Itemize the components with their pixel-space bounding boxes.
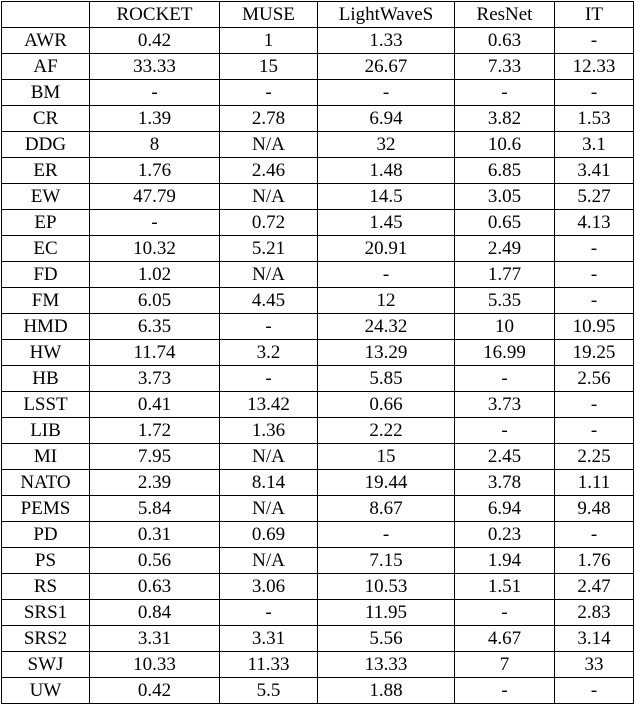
lightwaves-cell: 12 [318,288,455,314]
rocket-cell: 1.02 [90,262,220,288]
table-row [2,28,634,54]
it-cell: 2.56 [555,366,634,392]
table-row [2,470,634,496]
dataset-cell: RS [2,574,90,600]
it-cell: 9.48 [555,496,634,522]
table-row [2,184,634,210]
resnet-cell: - [455,366,555,392]
resnet-cell: - [455,80,555,106]
resnet-cell: 1.94 [455,548,555,574]
lightwaves-cell: 11.95 [318,600,455,626]
resnet-cell: 1.51 [455,574,555,600]
resnet-cell: - [455,418,555,444]
lightwaves-cell: 15 [318,444,455,470]
muse-cell: 1 [220,28,318,54]
lightwaves-cell: 2.22 [318,418,455,444]
resnet-cell: 3.78 [455,470,555,496]
it-cell: 33 [555,652,634,678]
table-row [2,262,634,288]
resnet-cell: 2.45 [455,444,555,470]
results-table [1,1,634,704]
muse-cell: 3.2 [220,340,318,366]
header-row [2,2,634,28]
lightwaves-cell: 1.88 [318,678,455,704]
rocket-cell: 1.39 [90,106,220,132]
header-lightwaves: LightWaveS [318,2,455,28]
dataset-cell: HW [2,340,90,366]
muse-cell: - [220,80,318,106]
table-row [2,210,634,236]
resnet-cell: 7.33 [455,54,555,80]
muse-cell: 13.42 [220,392,318,418]
dataset-cell: SRS1 [2,600,90,626]
rocket-cell: 2.39 [90,470,220,496]
muse-cell: 11.33 [220,652,318,678]
rocket-cell: 3.31 [90,626,220,652]
dataset-cell: PD [2,522,90,548]
rocket-cell: 7.95 [90,444,220,470]
header-resnet: ResNet [455,2,555,28]
rocket-cell: - [90,210,220,236]
lightwaves-cell: 1.33 [318,28,455,54]
table-row [2,366,634,392]
table-row [2,626,634,652]
dataset-cell: LIB [2,418,90,444]
table-row [2,288,634,314]
lightwaves-cell: 24.32 [318,314,455,340]
it-cell: - [555,522,634,548]
dataset-cell: SWJ [2,652,90,678]
rocket-cell: 0.63 [90,574,220,600]
resnet-cell: 7 [455,652,555,678]
rocket-cell: 0.84 [90,600,220,626]
it-cell: - [555,28,634,54]
rocket-cell: 11.74 [90,340,220,366]
resnet-cell: 10.6 [455,132,555,158]
rocket-cell: 3.73 [90,366,220,392]
rocket-cell: 0.41 [90,392,220,418]
it-cell: - [555,262,634,288]
lightwaves-cell: 10.53 [318,574,455,600]
resnet-cell: 1.77 [455,262,555,288]
muse-cell: N/A [220,496,318,522]
resnet-cell: 10 [455,314,555,340]
muse-cell: - [220,600,318,626]
table-row [2,314,634,340]
table-row [2,340,634,366]
muse-cell: 15 [220,54,318,80]
resnet-cell: 3.73 [455,392,555,418]
muse-cell: N/A [220,548,318,574]
header-muse: MUSE [220,2,318,28]
lightwaves-cell: 0.66 [318,392,455,418]
it-cell: - [555,80,634,106]
it-cell: - [555,236,634,262]
rocket-cell: 1.76 [90,158,220,184]
resnet-cell: 6.85 [455,158,555,184]
table-row [2,54,634,80]
muse-cell: 8.14 [220,470,318,496]
table-header [2,2,634,28]
muse-cell: 5.5 [220,678,318,704]
muse-cell: N/A [220,444,318,470]
it-cell: 5.27 [555,184,634,210]
dataset-cell: HB [2,366,90,392]
table-row [2,392,634,418]
lightwaves-cell: 19.44 [318,470,455,496]
lightwaves-cell: 32 [318,132,455,158]
muse-cell: 3.31 [220,626,318,652]
lightwaves-cell: - [318,522,455,548]
dataset-cell: PS [2,548,90,574]
rocket-cell: 1.72 [90,418,220,444]
it-cell: - [555,392,634,418]
table-row [2,678,634,704]
table-row [2,418,634,444]
table-row [2,80,634,106]
dataset-cell: EW [2,184,90,210]
dataset-cell: AWR [2,28,90,54]
resnet-cell: - [455,600,555,626]
dataset-cell: EC [2,236,90,262]
lightwaves-cell: 14.5 [318,184,455,210]
muse-cell: 2.46 [220,158,318,184]
resnet-cell: 0.63 [455,28,555,54]
table-row [2,548,634,574]
muse-cell: 0.72 [220,210,318,236]
lightwaves-cell: 7.15 [318,548,455,574]
rocket-cell: - [90,80,220,106]
rocket-cell: 47.79 [90,184,220,210]
lightwaves-cell: 8.67 [318,496,455,522]
table-row [2,574,634,600]
dataset-cell: AF [2,54,90,80]
lightwaves-cell: 1.45 [318,210,455,236]
rocket-cell: 10.32 [90,236,220,262]
lightwaves-cell: 26.67 [318,54,455,80]
it-cell: 3.1 [555,132,634,158]
resnet-cell: 0.23 [455,522,555,548]
resnet-cell: 5.35 [455,288,555,314]
it-cell: - [555,678,634,704]
rocket-cell: 0.42 [90,28,220,54]
rocket-cell: 0.42 [90,678,220,704]
dataset-cell: NATO [2,470,90,496]
dataset-cell: PEMS [2,496,90,522]
table-row [2,600,634,626]
resnet-cell: 6.94 [455,496,555,522]
rocket-cell: 6.05 [90,288,220,314]
it-cell: 3.41 [555,158,634,184]
table-row [2,106,634,132]
muse-cell: 3.06 [220,574,318,600]
muse-cell: - [220,314,318,340]
lightwaves-cell: 5.56 [318,626,455,652]
it-cell: 2.25 [555,444,634,470]
muse-cell: 2.78 [220,106,318,132]
lightwaves-cell: 6.94 [318,106,455,132]
muse-cell: 1.36 [220,418,318,444]
rocket-cell: 0.31 [90,522,220,548]
muse-cell: 0.69 [220,522,318,548]
it-cell: 10.95 [555,314,634,340]
lightwaves-cell: 13.33 [318,652,455,678]
table-row [2,236,634,262]
lightwaves-cell: 5.85 [318,366,455,392]
dataset-cell: ER [2,158,90,184]
resnet-cell: - [455,678,555,704]
muse-cell: - [220,366,318,392]
it-cell: 1.76 [555,548,634,574]
table-row [2,496,634,522]
it-cell: 2.47 [555,574,634,600]
dataset-cell: FD [2,262,90,288]
lightwaves-cell: 20.91 [318,236,455,262]
it-cell: 19.25 [555,340,634,366]
table-row [2,444,634,470]
dataset-cell: SRS2 [2,626,90,652]
rocket-cell: 5.84 [90,496,220,522]
dataset-cell: DDG [2,132,90,158]
resnet-cell: 3.82 [455,106,555,132]
it-cell: - [555,288,634,314]
table-row [2,522,634,548]
muse-cell: 5.21 [220,236,318,262]
resnet-cell: 16.99 [455,340,555,366]
table-body [2,28,634,704]
table-row [2,132,634,158]
dataset-cell: UW [2,678,90,704]
resnet-cell: 4.67 [455,626,555,652]
resnet-cell: 2.49 [455,236,555,262]
rocket-cell: 10.33 [90,652,220,678]
rocket-cell: 8 [90,132,220,158]
it-cell: 4.13 [555,210,634,236]
rocket-cell: 33.33 [90,54,220,80]
it-cell: 3.14 [555,626,634,652]
dataset-cell: LSST [2,392,90,418]
lightwaves-cell: - [318,262,455,288]
dataset-cell: HMD [2,314,90,340]
header-corner-cell [2,2,90,28]
it-cell: 12.33 [555,54,634,80]
rocket-cell: 6.35 [90,314,220,340]
muse-cell: 4.45 [220,288,318,314]
header-rocket: ROCKET [90,2,220,28]
it-cell: - [555,418,634,444]
dataset-cell: CR [2,106,90,132]
rocket-cell: 0.56 [90,548,220,574]
resnet-cell: 3.05 [455,184,555,210]
dataset-cell: EP [2,210,90,236]
muse-cell: N/A [220,132,318,158]
dataset-cell: MI [2,444,90,470]
dataset-cell: BM [2,80,90,106]
header-it: IT [555,2,634,28]
it-cell: 1.11 [555,470,634,496]
lightwaves-cell: 1.48 [318,158,455,184]
it-cell: 2.83 [555,600,634,626]
muse-cell: N/A [220,262,318,288]
lightwaves-cell: - [318,80,455,106]
it-cell: 1.53 [555,106,634,132]
lightwaves-cell: 13.29 [318,340,455,366]
dataset-cell: FM [2,288,90,314]
muse-cell: N/A [220,184,318,210]
table-row [2,158,634,184]
table-row [2,652,634,678]
resnet-cell: 0.65 [455,210,555,236]
